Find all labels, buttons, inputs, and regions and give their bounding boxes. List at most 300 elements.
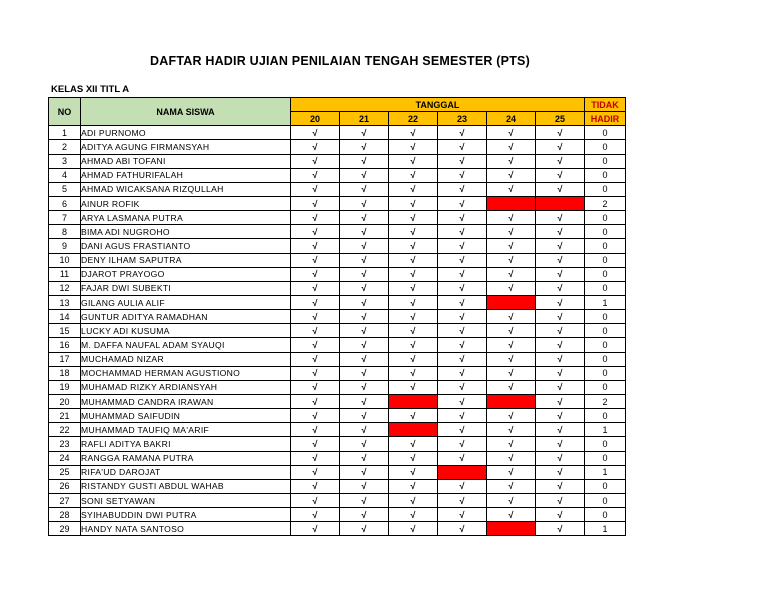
present-checkmark: √ — [438, 310, 487, 324]
present-checkmark: √ — [487, 126, 536, 140]
table-row — [49, 182, 626, 196]
student-name: DANI AGUS FRASTIANTO — [81, 239, 291, 253]
present-checkmark: √ — [291, 338, 340, 352]
row-number: 3 — [49, 154, 81, 168]
present-checkmark: √ — [291, 409, 340, 423]
present-checkmark: √ — [536, 479, 585, 493]
present-checkmark: √ — [291, 437, 340, 451]
present-checkmark: √ — [487, 508, 536, 522]
student-name: MUHAMMAD CANDRA IRAWAN — [81, 394, 291, 408]
present-checkmark: √ — [340, 310, 389, 324]
present-checkmark: √ — [536, 366, 585, 380]
tidak-hadir-count: 0 — [585, 479, 626, 493]
header-no: NO — [49, 98, 81, 126]
present-checkmark: √ — [438, 154, 487, 168]
table-row — [49, 225, 626, 239]
tidak-hadir-count: 0 — [585, 493, 626, 507]
tidak-hadir-count: 0 — [585, 140, 626, 154]
student-name: RANGGA RAMANA PUTRA — [81, 451, 291, 465]
present-checkmark: √ — [291, 295, 340, 309]
present-checkmark: √ — [340, 182, 389, 196]
present-checkmark: √ — [389, 211, 438, 225]
student-name: ARYA LASMANA PUTRA — [81, 211, 291, 225]
present-checkmark: √ — [389, 508, 438, 522]
row-number: 19 — [49, 380, 81, 394]
present-checkmark: √ — [438, 267, 487, 281]
present-checkmark: √ — [291, 140, 340, 154]
present-checkmark: √ — [389, 409, 438, 423]
present-checkmark: √ — [291, 493, 340, 507]
present-checkmark: √ — [438, 508, 487, 522]
present-checkmark: √ — [438, 239, 487, 253]
tidak-hadir-count: 0 — [585, 182, 626, 196]
row-number: 5 — [49, 182, 81, 196]
present-checkmark: √ — [487, 479, 536, 493]
row-number: 11 — [49, 267, 81, 281]
tidak-hadir-count: 1 — [585, 522, 626, 536]
present-checkmark: √ — [389, 465, 438, 479]
class-label: KELAS XII TITL A — [51, 84, 130, 95]
present-checkmark: √ — [291, 154, 340, 168]
present-checkmark: √ — [340, 352, 389, 366]
tidak-hadir-count: 0 — [585, 380, 626, 394]
present-checkmark: √ — [438, 253, 487, 267]
header-date: 21 — [340, 112, 389, 126]
present-checkmark: √ — [487, 225, 536, 239]
present-checkmark: √ — [340, 253, 389, 267]
present-checkmark: √ — [340, 409, 389, 423]
table-row — [49, 295, 626, 309]
table-row — [49, 310, 626, 324]
present-checkmark: √ — [536, 338, 585, 352]
absent-cell — [438, 465, 487, 479]
present-checkmark: √ — [340, 225, 389, 239]
student-name: AHMAD WICAKSANA RIZQULLAH — [81, 182, 291, 196]
present-checkmark: √ — [340, 380, 389, 394]
row-number: 27 — [49, 493, 81, 507]
tidak-hadir-count: 0 — [585, 154, 626, 168]
table-row — [49, 394, 626, 408]
table-row — [49, 465, 626, 479]
present-checkmark: √ — [536, 281, 585, 295]
present-checkmark: √ — [291, 253, 340, 267]
table-row — [49, 140, 626, 154]
row-number: 23 — [49, 437, 81, 451]
tidak-hadir-count: 0 — [585, 324, 626, 338]
present-checkmark: √ — [536, 324, 585, 338]
attendance-table — [48, 97, 626, 536]
present-checkmark: √ — [438, 168, 487, 182]
present-checkmark: √ — [438, 324, 487, 338]
row-number: 8 — [49, 225, 81, 239]
student-name: ADI PURNOMO — [81, 126, 291, 140]
present-checkmark: √ — [389, 154, 438, 168]
present-checkmark: √ — [340, 168, 389, 182]
student-name: MUHAMMAD SAIFUDIN — [81, 409, 291, 423]
student-name: SONI SETYAWAN — [81, 493, 291, 507]
present-checkmark: √ — [389, 310, 438, 324]
tidak-hadir-count: 0 — [585, 168, 626, 182]
present-checkmark: √ — [389, 168, 438, 182]
table-row — [49, 211, 626, 225]
present-checkmark: √ — [389, 126, 438, 140]
row-number: 25 — [49, 465, 81, 479]
tidak-hadir-count: 0 — [585, 281, 626, 295]
student-name: MUHAMMAD TAUFIQ MA'ARIF — [81, 423, 291, 437]
present-checkmark: √ — [487, 154, 536, 168]
present-checkmark: √ — [536, 182, 585, 196]
header-hadir: HADIR — [585, 112, 626, 126]
present-checkmark: √ — [389, 140, 438, 154]
present-checkmark: √ — [438, 522, 487, 536]
present-checkmark: √ — [340, 267, 389, 281]
present-checkmark: √ — [291, 479, 340, 493]
table-row — [49, 508, 626, 522]
absent-cell — [487, 295, 536, 309]
present-checkmark: √ — [536, 225, 585, 239]
present-checkmark: √ — [291, 366, 340, 380]
tidak-hadir-count: 0 — [585, 366, 626, 380]
present-checkmark: √ — [291, 225, 340, 239]
header-tanggal: TANGGAL — [291, 98, 585, 112]
tidak-hadir-count: 0 — [585, 409, 626, 423]
present-checkmark: √ — [438, 281, 487, 295]
present-checkmark: √ — [340, 295, 389, 309]
present-checkmark: √ — [438, 225, 487, 239]
absent-cell — [389, 394, 438, 408]
present-checkmark: √ — [487, 182, 536, 196]
table-row — [49, 479, 626, 493]
present-checkmark: √ — [536, 423, 585, 437]
present-checkmark: √ — [291, 239, 340, 253]
present-checkmark: √ — [536, 522, 585, 536]
present-checkmark: √ — [536, 267, 585, 281]
present-checkmark: √ — [340, 324, 389, 338]
present-checkmark: √ — [389, 437, 438, 451]
present-checkmark: √ — [438, 479, 487, 493]
present-checkmark: √ — [291, 310, 340, 324]
present-checkmark: √ — [487, 211, 536, 225]
header-row-1 — [49, 98, 626, 112]
present-checkmark: √ — [536, 465, 585, 479]
present-checkmark: √ — [389, 239, 438, 253]
present-checkmark: √ — [340, 154, 389, 168]
present-checkmark: √ — [389, 352, 438, 366]
table-row — [49, 154, 626, 168]
present-checkmark: √ — [536, 451, 585, 465]
present-checkmark: √ — [536, 352, 585, 366]
header-date: 23 — [438, 112, 487, 126]
present-checkmark: √ — [389, 196, 438, 210]
present-checkmark: √ — [340, 423, 389, 437]
student-name: SYIHABUDDIN DWI PUTRA — [81, 508, 291, 522]
present-checkmark: √ — [536, 409, 585, 423]
table-row — [49, 522, 626, 536]
row-number: 15 — [49, 324, 81, 338]
present-checkmark: √ — [340, 140, 389, 154]
row-number: 7 — [49, 211, 81, 225]
present-checkmark: √ — [340, 366, 389, 380]
present-checkmark: √ — [536, 437, 585, 451]
row-number: 24 — [49, 451, 81, 465]
present-checkmark: √ — [487, 465, 536, 479]
present-checkmark: √ — [438, 211, 487, 225]
present-checkmark: √ — [536, 140, 585, 154]
present-checkmark: √ — [536, 493, 585, 507]
table-row — [49, 437, 626, 451]
present-checkmark: √ — [536, 168, 585, 182]
present-checkmark: √ — [340, 211, 389, 225]
header-tidak: TIDAK — [585, 98, 626, 112]
present-checkmark: √ — [438, 423, 487, 437]
header-date: 20 — [291, 112, 340, 126]
table-row — [49, 366, 626, 380]
row-number: 13 — [49, 295, 81, 309]
tidak-hadir-count: 0 — [585, 253, 626, 267]
table-row — [49, 324, 626, 338]
student-name: M. DAFFA NAUFAL ADAM SYAUQI — [81, 338, 291, 352]
table-row — [49, 380, 626, 394]
present-checkmark: √ — [291, 508, 340, 522]
student-name: BIMA ADI NUGROHO — [81, 225, 291, 239]
present-checkmark: √ — [291, 465, 340, 479]
table-row — [49, 267, 626, 281]
present-checkmark: √ — [340, 394, 389, 408]
student-name: AHMAD FATHURIFALAH — [81, 168, 291, 182]
present-checkmark: √ — [487, 338, 536, 352]
present-checkmark: √ — [389, 479, 438, 493]
present-checkmark: √ — [291, 211, 340, 225]
present-checkmark: √ — [536, 239, 585, 253]
present-checkmark: √ — [487, 423, 536, 437]
present-checkmark: √ — [487, 253, 536, 267]
present-checkmark: √ — [487, 239, 536, 253]
present-checkmark: √ — [389, 493, 438, 507]
student-name: MUCHAMAD NIZAR — [81, 352, 291, 366]
present-checkmark: √ — [340, 479, 389, 493]
present-checkmark: √ — [340, 508, 389, 522]
row-number: 16 — [49, 338, 81, 352]
row-number: 12 — [49, 281, 81, 295]
present-checkmark: √ — [291, 380, 340, 394]
absent-cell — [389, 423, 438, 437]
present-checkmark: √ — [389, 522, 438, 536]
student-name: GUNTUR ADITYA RAMADHAN — [81, 310, 291, 324]
table-row — [49, 196, 626, 210]
present-checkmark: √ — [438, 295, 487, 309]
tidak-hadir-count: 0 — [585, 451, 626, 465]
present-checkmark: √ — [536, 380, 585, 394]
present-checkmark: √ — [389, 253, 438, 267]
present-checkmark: √ — [291, 522, 340, 536]
tidak-hadir-count: 1 — [585, 295, 626, 309]
present-checkmark: √ — [536, 154, 585, 168]
row-number: 26 — [49, 479, 81, 493]
student-name: AINUR ROFIK — [81, 196, 291, 210]
present-checkmark: √ — [389, 324, 438, 338]
present-checkmark: √ — [389, 281, 438, 295]
tidak-hadir-count: 0 — [585, 211, 626, 225]
student-name: ADITYA AGUNG FIRMANSYAH — [81, 140, 291, 154]
table-row — [49, 338, 626, 352]
present-checkmark: √ — [340, 239, 389, 253]
present-checkmark: √ — [340, 493, 389, 507]
present-checkmark: √ — [340, 126, 389, 140]
row-number: 20 — [49, 394, 81, 408]
table-row — [49, 352, 626, 366]
student-name: MUHAMAD RIZKY ARDIANSYAH — [81, 380, 291, 394]
tidak-hadir-count: 2 — [585, 394, 626, 408]
present-checkmark: √ — [340, 196, 389, 210]
row-number: 4 — [49, 168, 81, 182]
present-checkmark: √ — [438, 451, 487, 465]
row-number: 17 — [49, 352, 81, 366]
header-date: 25 — [536, 112, 585, 126]
absent-cell — [487, 394, 536, 408]
present-checkmark: √ — [536, 253, 585, 267]
present-checkmark: √ — [291, 267, 340, 281]
present-checkmark: √ — [389, 338, 438, 352]
present-checkmark: √ — [389, 267, 438, 281]
present-checkmark: √ — [389, 451, 438, 465]
student-name: RISTANDY GUSTI ABDUL WAHAB — [81, 479, 291, 493]
row-number: 9 — [49, 239, 81, 253]
present-checkmark: √ — [487, 324, 536, 338]
present-checkmark: √ — [536, 508, 585, 522]
absent-cell — [487, 522, 536, 536]
present-checkmark: √ — [340, 281, 389, 295]
header-nama-siswa: NAMA SISWA — [81, 98, 291, 126]
tidak-hadir-count: 0 — [585, 437, 626, 451]
present-checkmark: √ — [438, 140, 487, 154]
tidak-hadir-count: 0 — [585, 310, 626, 324]
student-rows — [49, 126, 626, 536]
tidak-hadir-count: 0 — [585, 239, 626, 253]
present-checkmark: √ — [291, 126, 340, 140]
present-checkmark: √ — [389, 182, 438, 196]
row-number: 28 — [49, 508, 81, 522]
present-checkmark: √ — [438, 380, 487, 394]
present-checkmark: √ — [487, 267, 536, 281]
present-checkmark: √ — [291, 352, 340, 366]
absent-cell — [487, 196, 536, 210]
present-checkmark: √ — [389, 295, 438, 309]
present-checkmark: √ — [340, 451, 389, 465]
table-row — [49, 239, 626, 253]
present-checkmark: √ — [340, 437, 389, 451]
header-date: 22 — [389, 112, 438, 126]
present-checkmark: √ — [389, 366, 438, 380]
present-checkmark: √ — [291, 451, 340, 465]
present-checkmark: √ — [438, 352, 487, 366]
tidak-hadir-count: 0 — [585, 352, 626, 366]
present-checkmark: √ — [340, 465, 389, 479]
present-checkmark: √ — [389, 380, 438, 394]
student-name: GILANG AULIA ALIF — [81, 295, 291, 309]
present-checkmark: √ — [487, 168, 536, 182]
present-checkmark: √ — [487, 380, 536, 394]
present-checkmark: √ — [536, 126, 585, 140]
table-row — [49, 126, 626, 140]
student-name: FAJAR DWI SUBEKTI — [81, 281, 291, 295]
table-row — [49, 451, 626, 465]
present-checkmark: √ — [487, 409, 536, 423]
present-checkmark: √ — [291, 182, 340, 196]
header-date: 24 — [487, 112, 536, 126]
present-checkmark: √ — [487, 493, 536, 507]
tidak-hadir-count: 0 — [585, 338, 626, 352]
tidak-hadir-count: 1 — [585, 465, 626, 479]
present-checkmark: √ — [291, 281, 340, 295]
present-checkmark: √ — [487, 366, 536, 380]
row-number: 21 — [49, 409, 81, 423]
present-checkmark: √ — [536, 394, 585, 408]
row-number: 10 — [49, 253, 81, 267]
student-name: DJAROT PRAYOGO — [81, 267, 291, 281]
present-checkmark: √ — [536, 310, 585, 324]
present-checkmark: √ — [438, 493, 487, 507]
present-checkmark: √ — [291, 394, 340, 408]
present-checkmark: √ — [291, 196, 340, 210]
present-checkmark: √ — [487, 352, 536, 366]
student-name: AHMAD ABI TOFANI — [81, 154, 291, 168]
present-checkmark: √ — [536, 211, 585, 225]
row-number: 1 — [49, 126, 81, 140]
present-checkmark: √ — [487, 451, 536, 465]
table-row — [49, 423, 626, 437]
tidak-hadir-count: 1 — [585, 423, 626, 437]
row-number: 2 — [49, 140, 81, 154]
table-row — [49, 253, 626, 267]
present-checkmark: √ — [438, 126, 487, 140]
row-number: 6 — [49, 196, 81, 210]
table-row — [49, 493, 626, 507]
present-checkmark: √ — [487, 140, 536, 154]
present-checkmark: √ — [438, 394, 487, 408]
tidak-hadir-count: 0 — [585, 126, 626, 140]
present-checkmark: √ — [438, 196, 487, 210]
present-checkmark: √ — [438, 338, 487, 352]
row-number: 14 — [49, 310, 81, 324]
row-number: 29 — [49, 522, 81, 536]
student-name: DENY ILHAM SAPUTRA — [81, 253, 291, 267]
present-checkmark: √ — [389, 225, 438, 239]
student-name: MOCHAMMAD HERMAN AGUSTIONO — [81, 366, 291, 380]
tidak-hadir-count: 0 — [585, 225, 626, 239]
present-checkmark: √ — [438, 437, 487, 451]
tidak-hadir-count: 2 — [585, 196, 626, 210]
present-checkmark: √ — [340, 522, 389, 536]
present-checkmark: √ — [487, 310, 536, 324]
present-checkmark: √ — [438, 182, 487, 196]
present-checkmark: √ — [487, 437, 536, 451]
tidak-hadir-count: 0 — [585, 508, 626, 522]
present-checkmark: √ — [291, 423, 340, 437]
tidak-hadir-count: 0 — [585, 267, 626, 281]
table-row — [49, 281, 626, 295]
student-name: RAFLI ADITYA BAKRI — [81, 437, 291, 451]
student-name: HANDY NATA SANTOSO — [81, 522, 291, 536]
present-checkmark: √ — [291, 168, 340, 182]
table-row — [49, 409, 626, 423]
absent-cell — [536, 196, 585, 210]
present-checkmark: √ — [438, 366, 487, 380]
present-checkmark: √ — [536, 295, 585, 309]
student-name: RIFA'UD DAROJAT — [81, 465, 291, 479]
row-number: 18 — [49, 366, 81, 380]
row-number: 22 — [49, 423, 81, 437]
present-checkmark: √ — [291, 324, 340, 338]
